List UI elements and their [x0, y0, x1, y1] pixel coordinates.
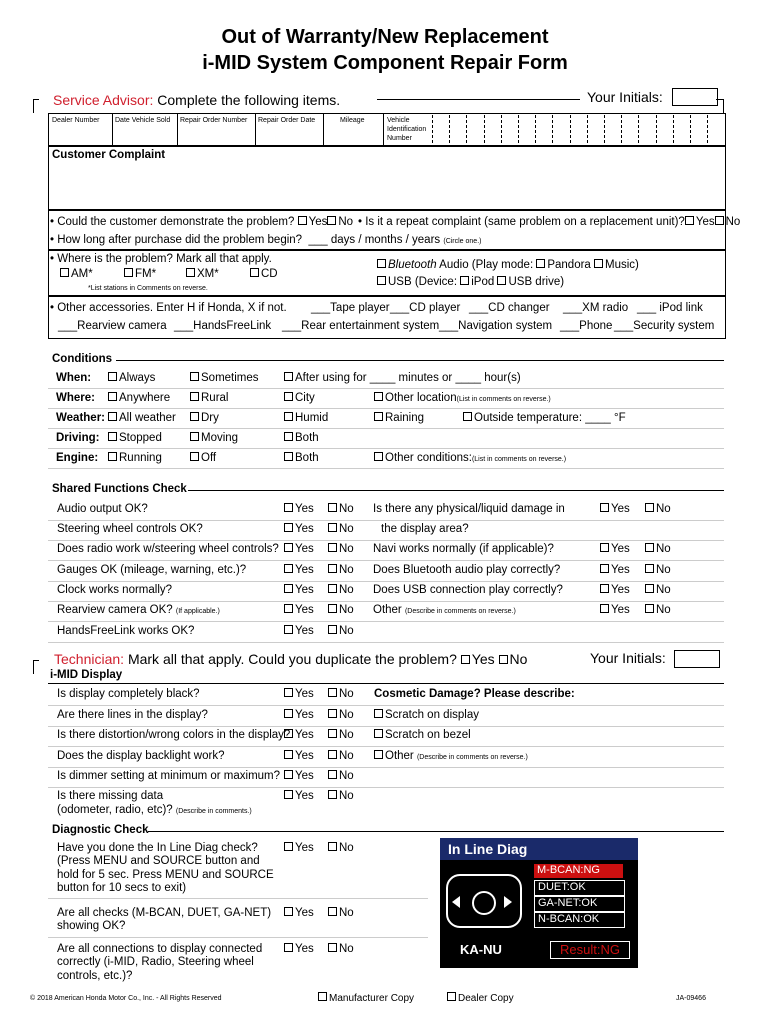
screen-item-duet: DUET:OK [534, 880, 625, 896]
technician-heading: Technician: Mark all that apply. Could you duplicate the problem? Yes No [54, 651, 528, 667]
imid-question: Are there lines in the display? [57, 709, 208, 721]
imid-yes-checkbox[interactable]: Yes [284, 709, 314, 721]
condition-option[interactable]: Always [108, 372, 155, 384]
vin-digit-divider [690, 115, 691, 143]
screen-result: Result:NG [550, 941, 630, 959]
condition-option[interactable]: Running [108, 452, 162, 464]
conditions-label: Conditions [52, 353, 113, 365]
row-divider [48, 767, 724, 768]
shared-yes-checkbox[interactable]: Yes [284, 584, 314, 596]
imid-yes-checkbox[interactable]: Yes [284, 688, 314, 700]
shared-yes-checkbox[interactable]: Yes [284, 523, 314, 535]
imid-yes-checkbox[interactable]: Yes [284, 770, 314, 782]
shared-question-right: Is there any physical/liquid damage in [373, 503, 565, 515]
diag-no-checkbox[interactable]: No [328, 943, 354, 955]
shared-right-no-checkbox[interactable]: No [645, 564, 671, 576]
tech-initials-field[interactable] [674, 650, 720, 668]
shared-no-checkbox[interactable]: No [328, 564, 354, 576]
imid-yes-checkbox[interactable]: Yes [284, 750, 314, 762]
row-divider [48, 937, 428, 938]
condition-option[interactable]: Raining [374, 412, 424, 424]
shared-question-right: Does Bluetooth audio play correctly? [373, 564, 561, 576]
diag-question-line: controls, etc.)? [57, 969, 133, 982]
diag-no-checkbox[interactable]: No [328, 842, 354, 854]
row-divider [48, 408, 724, 409]
imid-question: Is dimmer setting at minimum or maximum? [57, 770, 281, 782]
imid-no-checkbox[interactable]: No [328, 750, 354, 762]
shared-question-right: Navi works normally (if applicable)? [373, 543, 554, 555]
opt-am[interactable]: AM* [60, 268, 93, 280]
imid-display-label: i-MID Display [50, 669, 123, 681]
condition-label: Driving: [56, 432, 100, 444]
diag-question-line: (Press MENU and SOURCE button and [57, 855, 260, 868]
shared-question: Does radio work w/steering wheel controls? [57, 543, 279, 555]
shared-question: Steering wheel controls OK? [57, 523, 203, 535]
diag-yes-checkbox[interactable]: Yes [284, 943, 314, 955]
imid-no-checkbox[interactable]: No [328, 770, 354, 782]
vin-digit-divider [449, 115, 450, 143]
vin-digit-divider [656, 115, 657, 143]
row-divider [48, 428, 724, 429]
customer-complaint-label: Customer Complaint [52, 149, 166, 161]
cosmetic-damage-label: Cosmetic Damage? Please describe: [374, 688, 575, 700]
acc-hfl: ___HandsFreeLink [174, 320, 272, 332]
vin-digit-divider [604, 115, 605, 143]
vin-digit-divider [638, 115, 639, 143]
vin-digit-divider [501, 115, 502, 143]
diagnostic-check-label: Diagnostic Check [52, 824, 149, 836]
diag-yes-checkbox[interactable]: Yes [284, 842, 314, 854]
condition-option[interactable]: After using for ____ minutes or ____ hour(s) [284, 372, 521, 384]
q-demonstrate: • Could the customer demonstrate the problem? Yes No [50, 216, 354, 228]
diag-question-line: button for 10 secs to exit) [57, 881, 187, 894]
duplicate-no-checkbox[interactable] [499, 655, 508, 664]
form-title-line2: i-MID System Component Repair Form [202, 52, 568, 74]
shared-yes-checkbox[interactable]: Yes [284, 604, 314, 616]
shared-question: Clock works normally? [57, 584, 173, 596]
vin-digit-divider [552, 115, 553, 143]
demonstrate-yes-checkbox[interactable] [298, 216, 307, 225]
advisor-initials-field[interactable] [672, 88, 718, 106]
imid-question: Does the display backlight work? [57, 750, 225, 762]
demonstrate-no-checkbox[interactable] [327, 216, 336, 225]
inline-diag-screen [440, 838, 638, 968]
screen-joystick-icon [446, 874, 522, 928]
q-howlong: • How long after purchase did the problem begin? ___ days / months / years (Circle one.) [50, 234, 482, 246]
vin-digit-divider [466, 115, 467, 143]
vin-digit-divider [432, 115, 433, 143]
diag-question-line: showing OK? [57, 920, 126, 933]
condition-option[interactable]: Both [284, 432, 319, 444]
condition-option[interactable]: All weather [108, 412, 176, 424]
shared-right-yes-checkbox[interactable]: Yes [600, 543, 630, 555]
imid-question: Is there distortion/wrong colors in the display? [57, 729, 291, 741]
vin-digit-divider [707, 115, 708, 143]
shared-right-no-checkbox[interactable]: No [645, 604, 671, 616]
vin-digit-divider [535, 115, 536, 143]
dealer-copy[interactable]: Dealer Copy [447, 992, 514, 1004]
shared-no-checkbox[interactable]: No [328, 543, 354, 555]
col-dealer-number: Dealer Number [52, 117, 100, 124]
opt-xm[interactable]: XM* [186, 268, 219, 280]
diag-question-line: Are all connections to display connected [57, 943, 263, 955]
acc-rear-ent: ___Rear entertainment system [282, 320, 440, 332]
vin-digit-divider [587, 115, 588, 143]
condition-label: Weather: [56, 412, 105, 424]
condition-option[interactable]: Rural [190, 392, 228, 404]
vin-digit-divider [570, 115, 571, 143]
row-divider [48, 621, 724, 622]
acc-nav: ___Navigation system [439, 320, 553, 332]
shared-right-yes-checkbox[interactable]: Yes [600, 503, 630, 515]
shared-right-no-checkbox[interactable]: No [645, 584, 671, 596]
condition-label: Where: [56, 392, 95, 404]
duplicate-yes-checkbox[interactable] [461, 655, 470, 664]
opt-fm[interactable]: FM* [124, 268, 156, 280]
screen-item-mbcan: M-BCAN:NG [534, 864, 623, 878]
row-divider [48, 726, 724, 727]
opt-cd[interactable]: CD [250, 268, 278, 280]
shared-question-right: Does USB connection play correctly? [373, 584, 563, 596]
condition-label: When: [56, 372, 92, 384]
imid-question: Is display completely black? [57, 688, 200, 700]
condition-option[interactable]: Other conditions:(List in comments on reverse.) [374, 452, 566, 464]
row-divider [48, 746, 724, 747]
col-ro-date: Repair Order Date [258, 117, 316, 124]
screen-title: In Line Diag [448, 841, 528, 857]
shared-question: Audio output OK? [57, 503, 148, 515]
condition-option[interactable]: Anywhere [108, 392, 170, 404]
shared-question-right: Other (Describe in comments on reverse.) [373, 604, 516, 616]
condition-option[interactable]: Off [190, 452, 216, 464]
col-date-sold: Date Vehicle Sold [115, 117, 171, 124]
shared-right-yes-checkbox[interactable]: Yes [600, 604, 630, 616]
condition-option[interactable]: Dry [190, 412, 219, 424]
repeat-no-checkbox[interactable] [715, 216, 724, 225]
shared-right-no-checkbox[interactable]: No [645, 543, 671, 555]
shared-functions-label: Shared Functions Check [52, 483, 187, 495]
shared-yes-checkbox[interactable]: Yes [284, 625, 314, 637]
row-divider [48, 642, 724, 643]
form-number: JA-09466 [676, 995, 706, 1002]
shared-question: HandsFreeLink works OK? [57, 625, 195, 637]
shared-no-checkbox[interactable]: No [328, 503, 354, 515]
imid-yes-checkbox[interactable]: Yes [284, 790, 314, 802]
row-divider [48, 388, 724, 389]
condition-option[interactable]: Outside temperature: ____ °F [463, 412, 626, 424]
row-divider [48, 787, 724, 788]
acc-xm: ___XM radio [563, 302, 629, 314]
shared-question: Rearview camera OK? (If applicable.) [57, 604, 220, 616]
condition-option[interactable]: Both [284, 452, 319, 464]
row-divider [48, 448, 724, 449]
imid-no-checkbox[interactable]: No [328, 729, 354, 741]
acc-ipod: ___ iPod link [637, 302, 703, 314]
shared-question-right: the display area? [381, 523, 469, 535]
row-divider [48, 601, 724, 602]
row-divider [48, 898, 428, 899]
row-divider [48, 560, 724, 561]
shared-right-no-checkbox[interactable]: No [645, 503, 671, 515]
row-divider [48, 468, 724, 469]
imid-no-checkbox[interactable]: No [328, 790, 354, 802]
row-divider [48, 540, 724, 541]
shared-no-checkbox[interactable]: No [328, 625, 354, 637]
shared-no-checkbox[interactable]: No [328, 604, 354, 616]
condition-option[interactable]: City [284, 392, 315, 404]
imid-question-cont: (odometer, radio, etc)? (Describe in comments.) [57, 804, 252, 816]
list-stations-note: *List stations in Comments on reverse. [88, 285, 208, 292]
shared-right-yes-checkbox[interactable]: Yes [600, 564, 630, 576]
cosmetic-other-checkbox[interactable]: Other (Describe in comments on reverse.) [374, 750, 528, 762]
col-ro-number: Repair Order Number [180, 117, 248, 124]
shared-right-yes-checkbox[interactable]: Yes [600, 584, 630, 596]
repeat-yes-checkbox[interactable] [685, 216, 694, 225]
condition-option[interactable]: Moving [190, 432, 238, 444]
condition-option[interactable]: Stopped [108, 432, 162, 444]
shared-no-checkbox[interactable]: No [328, 584, 354, 596]
vin-digit-divider [673, 115, 674, 143]
shared-no-checkbox[interactable]: No [328, 523, 354, 535]
q-repeat: • Is it a repeat complaint (same problem on a replacement unit)? Yes No [358, 216, 741, 228]
condition-option[interactable]: Humid [284, 412, 328, 424]
imid-no-checkbox[interactable]: No [328, 709, 354, 721]
acc-security: ___Security system [614, 320, 715, 332]
diag-question-line: hold for 5 sec. Press MENU and SOURCE [57, 868, 274, 881]
diag-question-line: Are all checks (M-BCAN, DUET, GA-NET) [57, 907, 272, 919]
vin-digit-divider [484, 115, 485, 143]
row-divider [48, 520, 724, 521]
acc-camera: ___Rearview camera [58, 320, 167, 332]
shared-question: Gauges OK (mileage, warning, etc.)? [57, 564, 247, 576]
imid-yes-checkbox[interactable]: Yes [284, 729, 314, 741]
col-vin: Vehicle Identification Number [387, 117, 427, 142]
advisor-initials-label: Your Initials: [587, 89, 663, 105]
diag-question-line: Have you done the In Line Diag check? [57, 842, 258, 854]
row-divider [48, 581, 724, 582]
diag-yes-checkbox[interactable]: Yes [284, 907, 314, 919]
q-where: • Where is the problem? Mark all that apply. [50, 253, 272, 265]
diag-question-line: correctly (i-MID, Radio, Steering wheel [57, 956, 254, 969]
condition-option[interactable]: Other location(List in comments on reverse.) [374, 392, 551, 404]
vin-digit-divider [518, 115, 519, 143]
service-advisor-heading: Service Advisor: Complete the following items. [53, 92, 341, 108]
manufacturer-copy[interactable]: Manufacturer Copy [318, 992, 414, 1004]
scratch-display-checkbox[interactable]: Scratch on display [374, 709, 479, 721]
footer-copyright: © 2018 American Honda Motor Co., Inc. - All Rights Reserved [30, 995, 222, 1002]
imid-no-checkbox[interactable]: No [328, 688, 354, 700]
acc-cd-changer: ___CD changer [469, 302, 550, 314]
diag-no-checkbox[interactable]: No [328, 907, 354, 919]
form-title-line1: Out of Warranty/New Replacement [221, 26, 549, 48]
imid-question: Is there missing data [57, 790, 164, 802]
vin-digit-divider [621, 115, 622, 143]
condition-label: Engine: [56, 452, 99, 464]
tech-initials-label: Your Initials: [590, 650, 666, 666]
shared-yes-checkbox[interactable]: Yes [284, 503, 314, 515]
col-mileage: Mileage [340, 117, 365, 124]
shared-yes-checkbox[interactable]: Yes [284, 543, 314, 555]
screen-model: KA-NU [460, 942, 502, 957]
opt-usb[interactable]: USB (Device: iPod USB drive) [377, 276, 564, 288]
opt-bluetooth[interactable]: Bluetooth Audio (Play mode: Pandora Music) [377, 259, 639, 271]
other-accessories-label: • Other accessories. Enter H if Honda, X if not. [50, 302, 287, 314]
acc-tape: ___Tape player [311, 302, 390, 314]
shared-yes-checkbox[interactable]: Yes [284, 564, 314, 576]
acc-phone: ___Phone [560, 320, 613, 332]
row-divider [48, 705, 724, 706]
screen-item-nbcan: N-BCAN:OK [534, 912, 625, 928]
acc-cd: ___CD player [390, 302, 461, 314]
condition-option[interactable]: Sometimes [190, 372, 259, 384]
scratch-bezel-checkbox[interactable]: Scratch on bezel [374, 729, 471, 741]
screen-item-ganet: GA-NET:OK [534, 896, 625, 912]
